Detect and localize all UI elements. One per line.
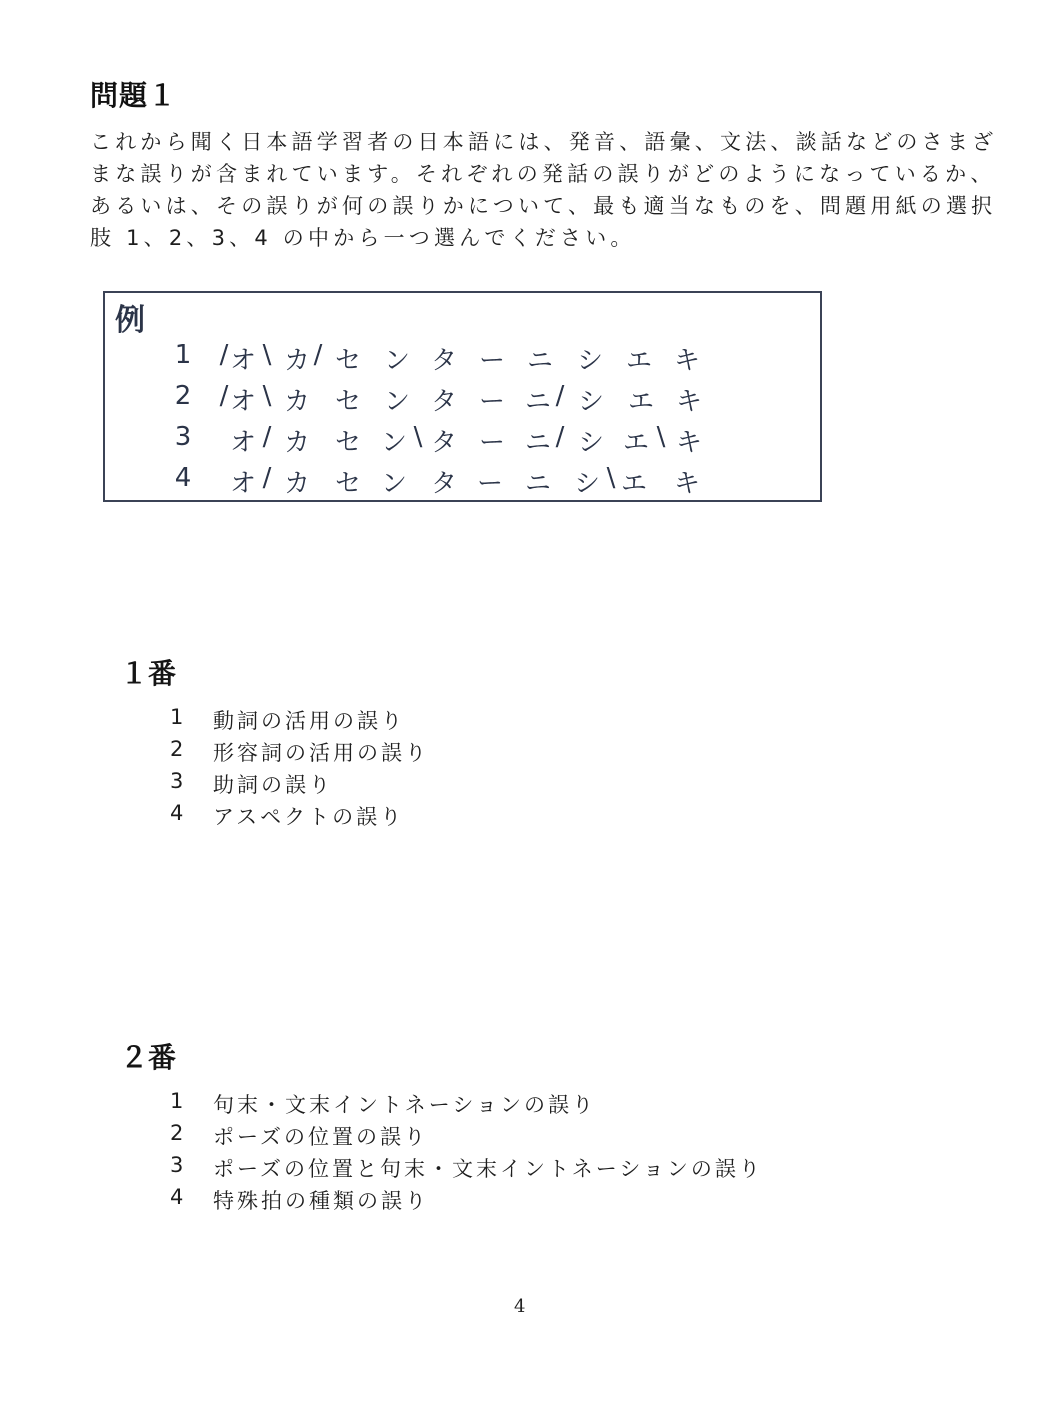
kana-mora: タ xyxy=(430,346,458,376)
kana-mora: キ xyxy=(673,346,701,376)
option-number: 2 xyxy=(170,737,187,761)
kana-mora: オ xyxy=(229,346,257,376)
kana-mora: セ xyxy=(334,346,362,376)
kana-mora: カ xyxy=(283,428,311,458)
question-2-title: ２番 xyxy=(120,1041,177,1074)
kana-mora: セ xyxy=(334,387,362,417)
kana-mora: ン xyxy=(383,346,411,376)
pitch-mark: \ xyxy=(606,463,616,493)
instruction-line: これから聞く日本語学習者の日本語には、発音、語彙、文法、談話などのさまざ xyxy=(90,130,998,154)
option-number: 4 xyxy=(170,1185,187,1209)
option-number: 1 xyxy=(170,1089,187,1113)
pitch-mark: / xyxy=(219,381,229,411)
kana-mora: エ xyxy=(620,469,648,499)
kana-mora: ン xyxy=(380,428,408,458)
option-text: 形容詞の活用の誤り xyxy=(213,741,429,765)
kana-mora: ー xyxy=(478,428,506,458)
option-text: ポーズの位置の誤り xyxy=(213,1125,428,1149)
option-number: 1 xyxy=(170,705,187,729)
instruction-line: 肢 1、2、3、4 の中から一つ選んでください。 xyxy=(90,226,636,250)
kana-mora: カ xyxy=(283,387,311,417)
option-number: 3 xyxy=(170,1153,187,1177)
option-text: 動詞の活用の誤り xyxy=(213,709,405,733)
kana-mora: ニ xyxy=(524,387,552,417)
option-text: アスペクトの誤り xyxy=(213,805,405,829)
option-number: 3 xyxy=(170,769,187,793)
pitch-mark: / xyxy=(555,381,565,411)
option-text: 特殊拍の種類の誤り xyxy=(213,1189,429,1213)
example-row xyxy=(0,381,1048,421)
option-text: ポーズの位置と句末・文末イントネーションの誤り xyxy=(213,1157,763,1181)
pitch-mark: / xyxy=(219,340,229,370)
kana-mora: ー xyxy=(476,469,504,499)
example-row-number: 3 xyxy=(174,422,192,452)
kana-mora: シ xyxy=(576,346,604,376)
example-label: 例 xyxy=(115,303,145,338)
kana-mora: エ xyxy=(625,346,653,376)
pitch-mark: / xyxy=(262,422,272,452)
example-row-number: 4 xyxy=(174,463,192,493)
kana-mora: シ xyxy=(577,428,605,458)
pitch-mark: / xyxy=(555,422,565,452)
kana-mora: シ xyxy=(573,469,601,499)
kana-mora: オ xyxy=(229,387,257,417)
kana-mora: ニ xyxy=(526,346,554,376)
question-1-title: １番 xyxy=(120,657,177,690)
option-text: 句末・文末イントネーションの誤り xyxy=(213,1093,596,1117)
option-number: 4 xyxy=(170,801,187,825)
kana-mora: キ xyxy=(675,387,703,417)
instruction-line: まな誤りが含まれています。それぞれの発話の誤りがどのようになっているか、 xyxy=(90,162,996,186)
pitch-mark: / xyxy=(313,340,323,370)
option-number: 2 xyxy=(170,1121,187,1145)
kana-mora: タ xyxy=(430,387,458,417)
pitch-mark: \ xyxy=(413,422,423,452)
kana-mora: タ xyxy=(430,469,458,499)
kana-mora: ー xyxy=(478,346,506,376)
kana-mora: ニ xyxy=(524,428,552,458)
problem-heading: 問題１ xyxy=(90,79,178,112)
kana-mora: キ xyxy=(675,428,703,458)
example-row-number: 1 xyxy=(174,340,192,370)
example-row xyxy=(0,340,1048,380)
kana-mora: カ xyxy=(283,469,311,499)
kana-mora: セ xyxy=(334,469,362,499)
kana-mora: オ xyxy=(229,469,257,499)
example-row xyxy=(0,422,1048,462)
instructions xyxy=(90,126,998,254)
kana-mora: ニ xyxy=(524,469,552,499)
kana-mora: ン xyxy=(383,387,411,417)
kana-mora: オ xyxy=(229,428,257,458)
kana-mora: ン xyxy=(380,469,408,499)
page-number: 4 xyxy=(514,1296,526,1317)
kana-mora: キ xyxy=(673,469,701,499)
pitch-mark: \ xyxy=(656,422,666,452)
option-text: 助詞の誤り xyxy=(213,773,333,797)
kana-mora: シ xyxy=(577,387,605,417)
pitch-mark: / xyxy=(262,463,272,493)
kana-mora: エ xyxy=(627,387,655,417)
kana-mora: ー xyxy=(478,387,506,417)
pitch-mark: \ xyxy=(262,340,272,370)
instruction-line: あるいは、その誤りが何の誤りかについて、最も適当なものを、問題用紙の選択 xyxy=(90,194,997,218)
pitch-mark: \ xyxy=(262,381,272,411)
kana-mora: エ xyxy=(622,428,650,458)
example-row xyxy=(0,463,1048,503)
kana-mora: セ xyxy=(334,428,362,458)
kana-mora: カ xyxy=(283,346,311,376)
kana-mora: タ xyxy=(430,428,458,458)
example-row-number: 2 xyxy=(174,381,192,411)
